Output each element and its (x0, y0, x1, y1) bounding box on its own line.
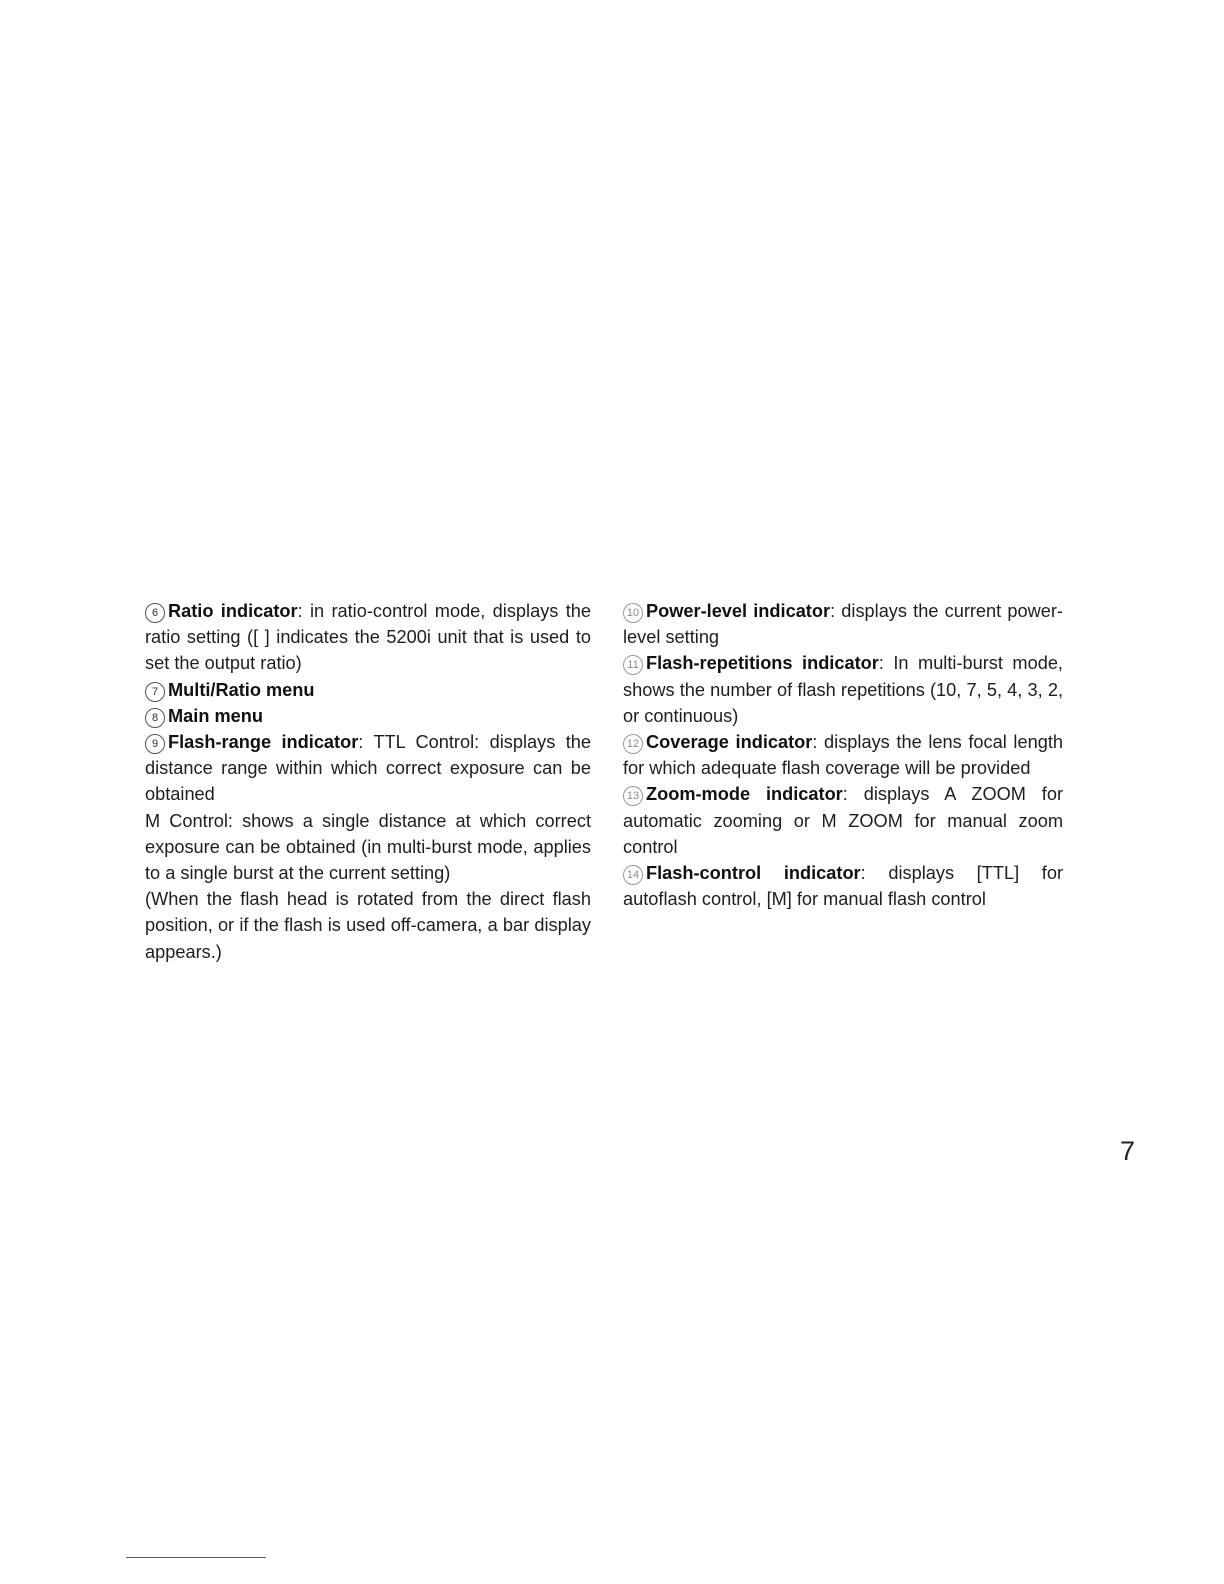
entry-ratio-indicator (145, 598, 591, 677)
entry-coverage-indicator (623, 729, 1063, 781)
entry-multi-ratio-menu (145, 677, 591, 703)
entry-flash-control-indicator (623, 860, 1063, 912)
entry-text: : TTL Control: displays the distance range within which correct exposure can be obtained (145, 732, 591, 805)
entry-m-control: M Control: shows a single distance at which correct exposure can be obtained (in multi-burst mode, applies to a single burst at the current setting) (145, 810, 591, 884)
right-column (623, 598, 1063, 912)
item-number-14: 14 (623, 865, 643, 885)
entry-text: : In multi-burst mode, shows the number of flash repetitions (10, 7, 5, 4, 3, 2, or continuous) (623, 653, 1063, 726)
left-column (145, 598, 591, 965)
entry-note: (When the flash head is rotated from the direct flash position, or if the flash is used off-camera, a bar display appears.) (145, 889, 591, 962)
entry-title: Flash-repetitions indicator (646, 653, 879, 674)
entry-power-level-indicator (623, 598, 1063, 650)
item-number-12: 12 (623, 734, 643, 754)
entry-title: Power-level indicator (646, 601, 831, 621)
entry-text: : in ratio-control mode, displays the ratio setting ([ ] indicates the 5200i unit that is used to set the output ratio) (145, 601, 591, 674)
entry-title: Flash-range indicator (168, 732, 359, 753)
entry-flash-range-indicator (145, 729, 591, 808)
item-number-7: 7 (145, 682, 165, 702)
entry-title: Coverage indicator (646, 732, 813, 753)
entry-text: : displays the current power-level setting (623, 601, 1063, 648)
entry-title: Multi/Ratio menu (168, 679, 315, 700)
item-number-10: 10 (623, 603, 643, 623)
entry-title: Ratio indicator (168, 601, 298, 621)
item-number-9: 9 (145, 734, 165, 754)
page-number: 7 (1120, 1136, 1136, 1166)
entry-main-menu (145, 703, 591, 729)
entry-zoom-mode-indicator (623, 781, 1063, 860)
item-number-11: 11 (623, 655, 643, 675)
entry-text: : displays the lens focal length for which adequate flash coverage will be provided (623, 732, 1063, 779)
item-number-8: 8 (145, 708, 165, 728)
entry-title: Flash-control indicator (646, 863, 861, 884)
entry-title: Zoom-mode indicator (646, 784, 843, 805)
entry-flash-repetitions-indicator (623, 650, 1063, 729)
entry-title: Main menu (168, 705, 263, 726)
item-number-13: 13 (623, 786, 643, 806)
entry-text: : displays A ZOOM for automatic zooming or M ZOOM for manual zoom control (623, 784, 1064, 857)
item-number-6: 6 (145, 603, 165, 623)
footer-divider (126, 1557, 266, 1558)
entry-text: : displays [TTL] for autoflash control, [M] for manual flash control (623, 863, 1063, 910)
